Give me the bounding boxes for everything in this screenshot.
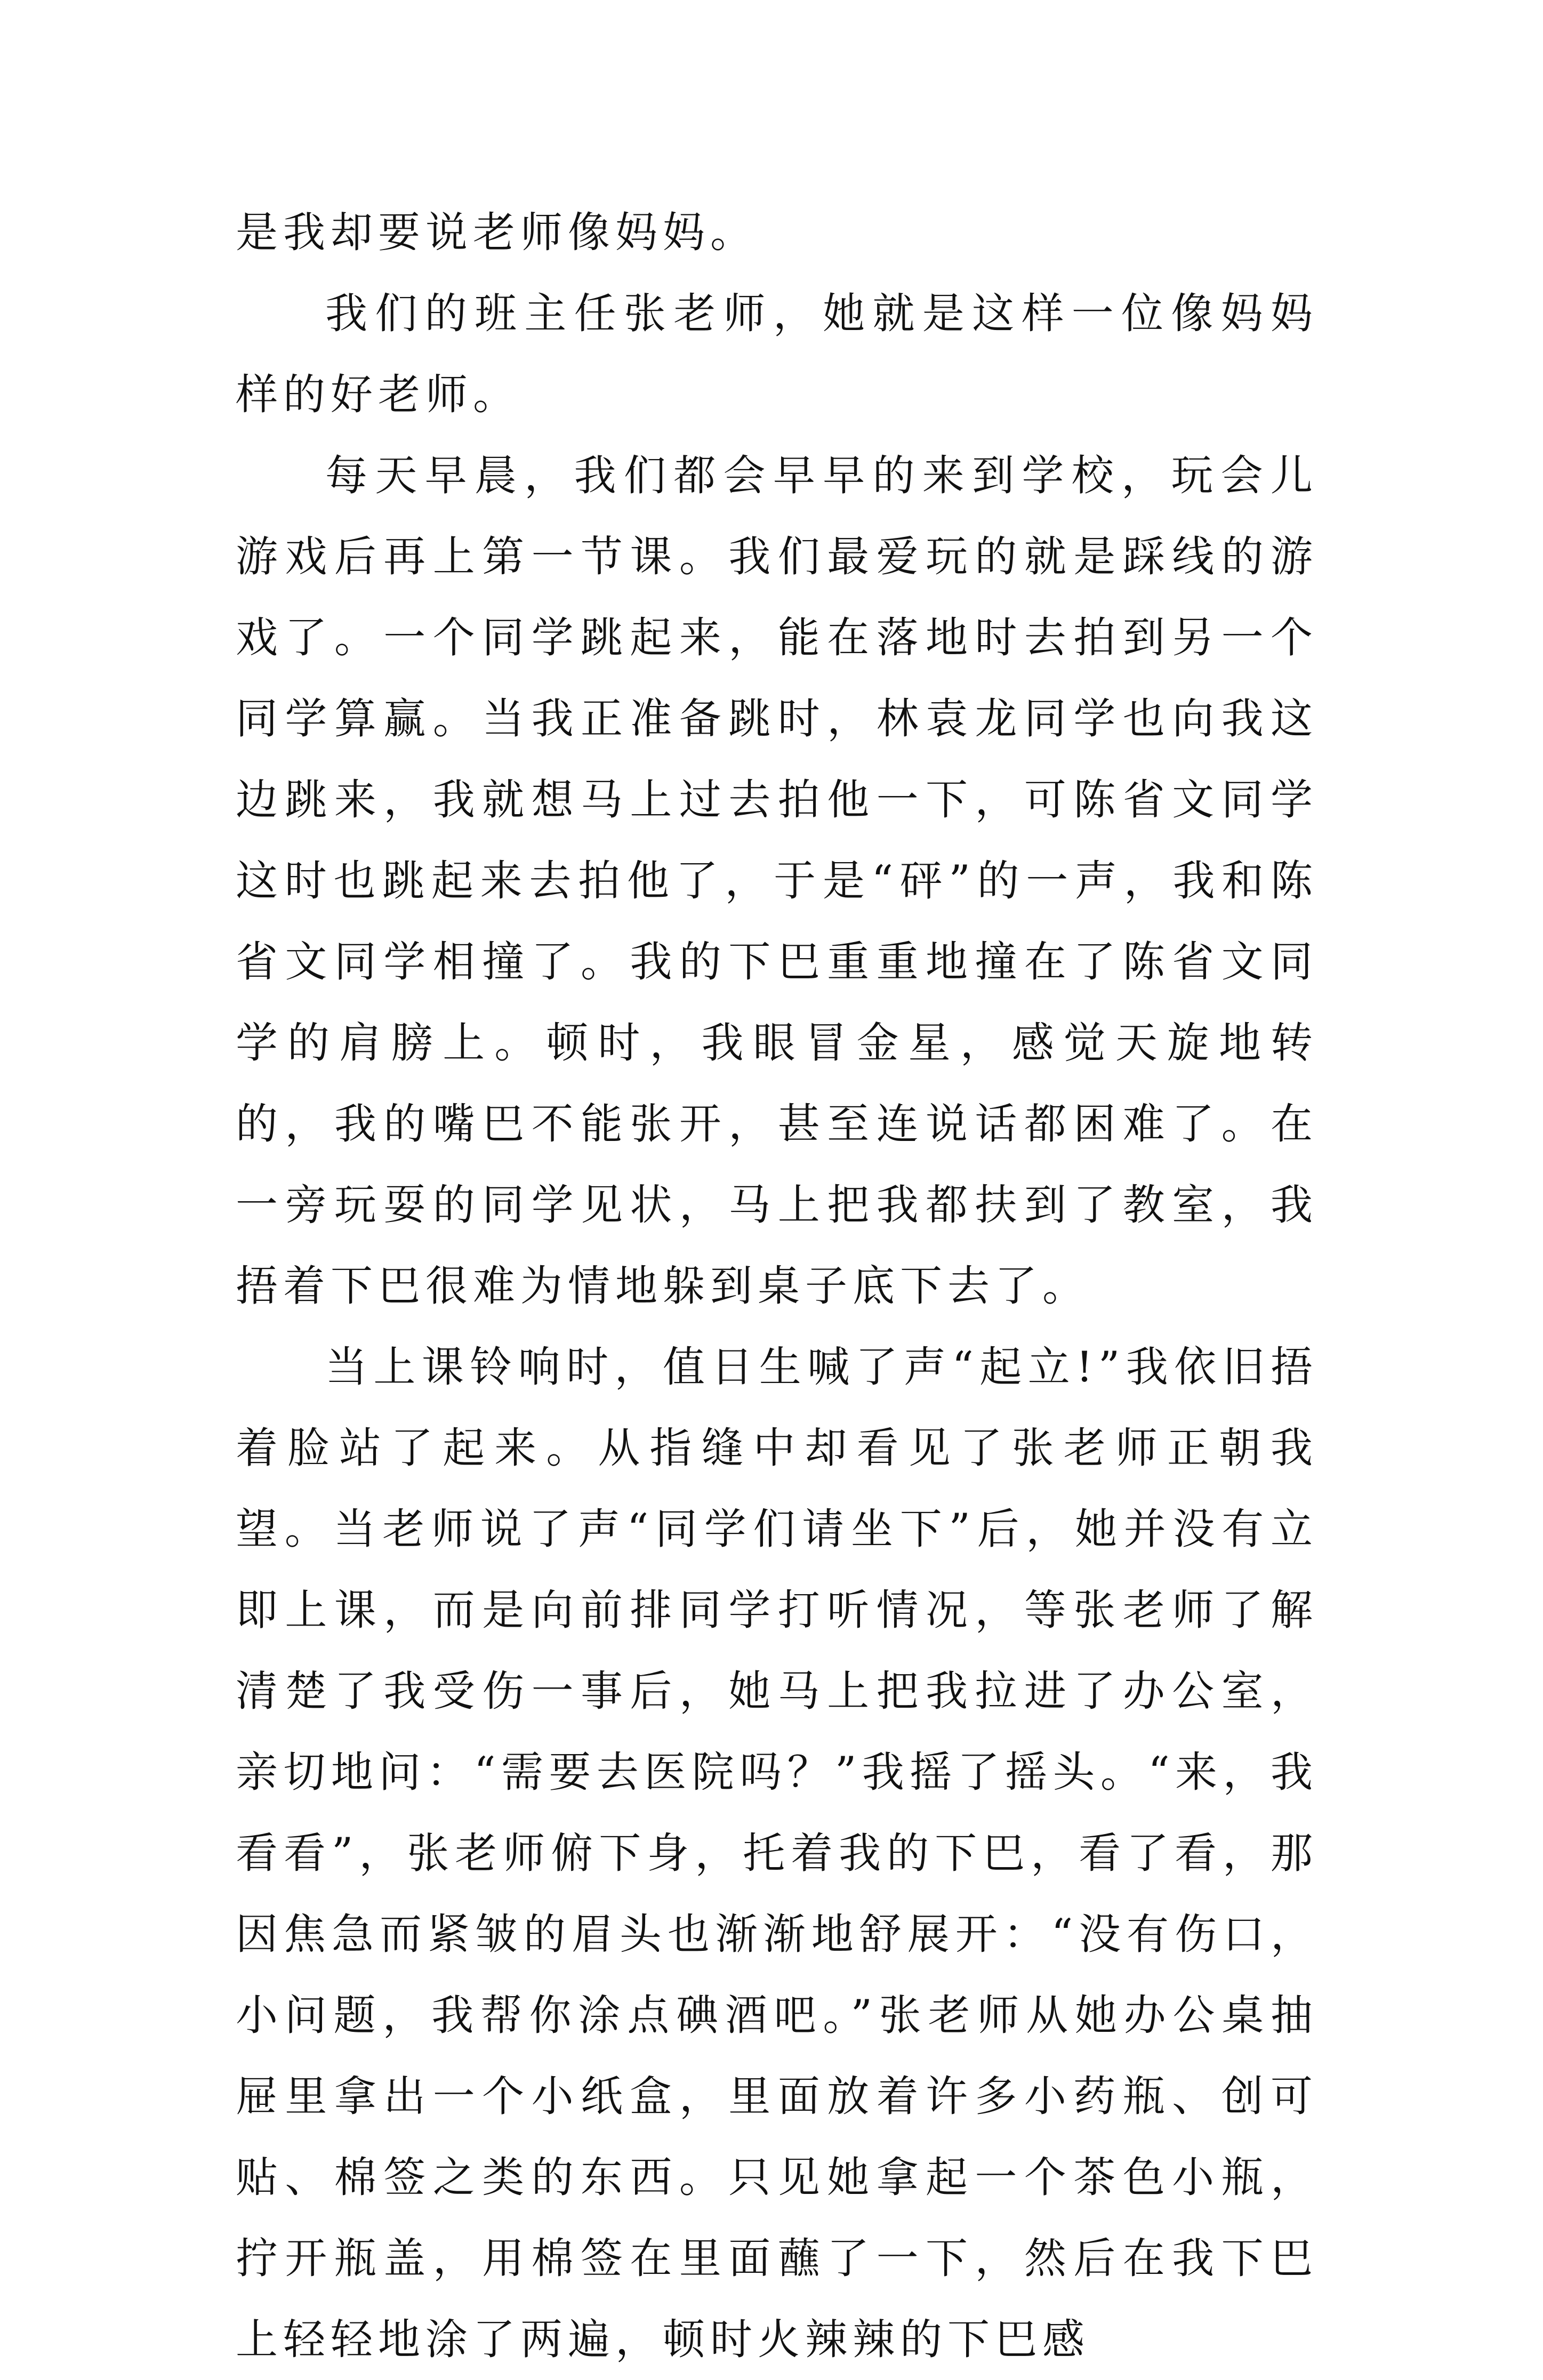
document-body [236,192,1318,2380]
paragraph-class-bell: 当上课铃响时，值日生喊了声“起立!”我依旧捂着脸站了起来。从指缝中却看见了张老师正朝我望。当老师说了声“同学们请坐下”后，她并没有立即上课，而是向前排同学打听情况，等张老师了解清楚了我受伤一事后，她马上把我拉进了办公室，亲切地问：“需要去医院吗？”我摇了摇头。“来，我看看”，张老师俯下身，托着我的下巴，看了看，那因焦急而紧皱的眉头也渐渐地舒展开：“没有伤口，小问题，我帮你涂点碘酒吧。”张老师从她办公桌抽屉里拿出一个小纸盒，里面放着许多小药瓶、创可贴、棉签之类的东西。只见她拿起一个茶色小瓶，拧开瓶盖，用棉签在里面蘸了一下，然后在我下巴上轻轻地涂了两遍，顿时火辣辣的下巴感 [236,1342,1318,2364]
paragraph-morning-game: 每天早晨，我们都会早早的来到学校，玩会儿游戏后再上第一节课。我们最爱玩的就是踩线的游戏了。一个同学跳起来，能在落地时去拍到另一个同学算赢。当我正准备跳时，林袁龙同学也向我这边跳来，我就想马上过去拍他一下，可陈省文同学这时也跳起来去拍他了，于是“砰”的一声，我和陈省文同学相撞了。我的下巴重重地撞在了陈省文同学的肩膀上。顿时，我眼冒金星，感觉天旋地转的，我的嘴巴不能张开，甚至连说话都困难了。在一旁玩耍的同学见状，马上把我都扶到了教室，我捂着下巴很难为情地躲到桌子底下去了。 [236,451,1318,1310]
paragraph-continuation: 是我却要说老师像妈妈。 [236,208,758,257]
paragraph-teacher-intro: 我们的班主任张老师，她就是这样一位像妈妈样的好老师。 [236,289,1318,419]
